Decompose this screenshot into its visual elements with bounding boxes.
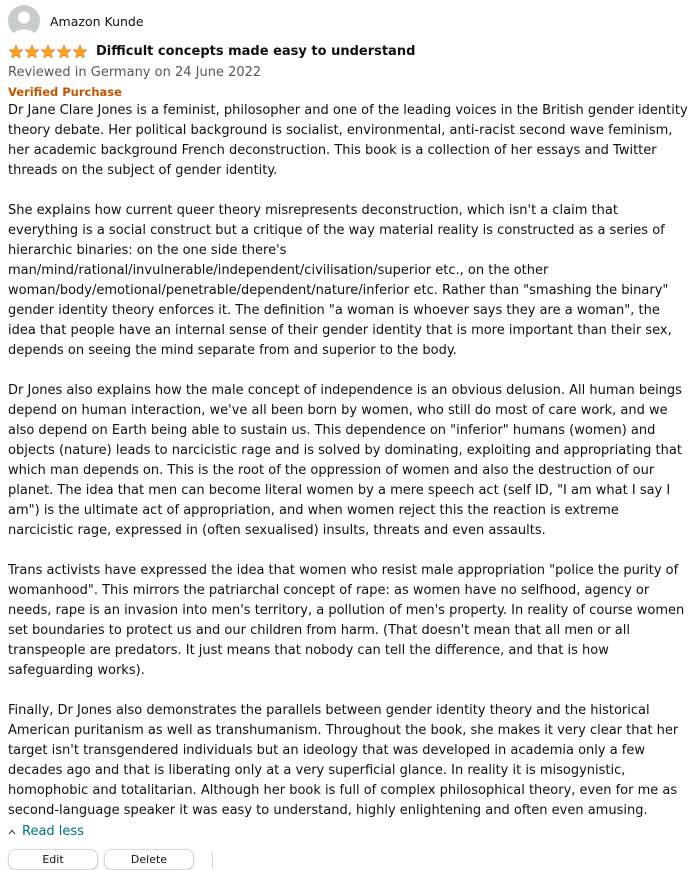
review-body — [8, 101, 688, 821]
review-card — [8, 5, 688, 870]
delete-button[interactable]: Delete — [104, 849, 194, 870]
read-less-label: Read less — [22, 823, 84, 839]
star-icon — [72, 44, 88, 60]
review-paragraph: Trans activists have expressed the idea that women who resist male appropriation "police the purity of womanhood". This mirrors the patriarchal concept of rape: as women have no selfhood, agency or needs, rape is an invasion into men's territory, a pollution of men's property. In reality of course women set boundaries to protect us and our children from harm. (That doesn't mean that all men or all transpeople are predators. It just means that nobody can tell the difference, and that is how safeguarding works). — [8, 563, 685, 678]
star-icon — [8, 44, 24, 60]
user-silhouette-icon — [8, 5, 40, 37]
review-title[interactable]: Difficult concepts made easy to understand — [96, 44, 416, 59]
star-icon — [40, 44, 56, 60]
edit-button[interactable]: Edit — [8, 849, 98, 870]
reviewer-name: Amazon Kunde — [50, 13, 144, 29]
star-icon — [24, 44, 40, 60]
review-paragraph: She explains how current queer theory misrepresents deconstruction, which isn't a claim that everything is a social construct but a critique of the way material reality is constructed as a series of hierarchic binaries: on the one side there's man/mind/rational/invulnerable/independent/civilisation/superior etc., on the other woman/body/emotional/penetrable/dependent/nature/inferior etc. Rather than "smashing the binary" gender identity theory enforces it. The definition "a woman is whoever says they are a woman", the idea that people have an internal sense of their gender identity that is more important than their sex, depends on seeing the mind separate from and superior to the body. — [8, 203, 672, 358]
verified-purchase-badge: Verified Purchase — [8, 85, 122, 99]
divider — [212, 852, 213, 868]
review-actions — [8, 849, 688, 870]
star-icon — [56, 44, 72, 60]
review-paragraph: Finally, Dr Jones also demonstrates the parallels between gender identity theory and the historical American puritanism as well as transhumanism. Throughout the book, she makes it very clear that her target isn't transgendered individuals but an ideology that was developed in academia only a few decades ago and that is liberating only at a very superficial glance. In reality it is misogynistic, homophobic and totalitarian. Although her book is full of complex philosophical theory, even for me as second-language speaker it was easy to understand, highly enlightening and often even amusing. — [8, 703, 679, 818]
review-date: Reviewed in Germany on 24 June 2022 — [8, 65, 262, 80]
chevron-up-icon — [8, 824, 16, 839]
review-paragraph: Dr Jones also explains how the male concept of independence is an obvious delusion. All human beings depend on human interaction, we've all been born by women, who still do most of care work, and we also depend on Earth being able to sustain us. This dependence on "inferior" humans (women) and objects (nature) leads to narcicistic rage and is solved by dominating, exploiting and appropriating that which man depends on. This is the root of the oppression of women and also the destruction of our planet. The idea that men can become literal women by a mere speech act (self ID, "I am what I say I am") is the ultimate act of appropriation, and when women reject this the reaction is extreme narcicistic rage, expressed in (often sexualised) insults, threats and even assaults. — [8, 383, 682, 538]
star-rating[interactable] — [8, 44, 88, 60]
review-title-row — [8, 43, 688, 60]
reviewer-profile[interactable] — [8, 5, 688, 37]
read-less-link[interactable] — [8, 821, 688, 841]
review-paragraph: Dr Jane Clare Jones is a feminist, philosopher and one of the leading voices in the British gender identity theory debate. Her political background is socialist, environmental, anti-racist second wave feminism, her academic background French deconstruction. This book is a collection of her essays and Twitter threads on the subject of gender identity. — [8, 103, 688, 178]
